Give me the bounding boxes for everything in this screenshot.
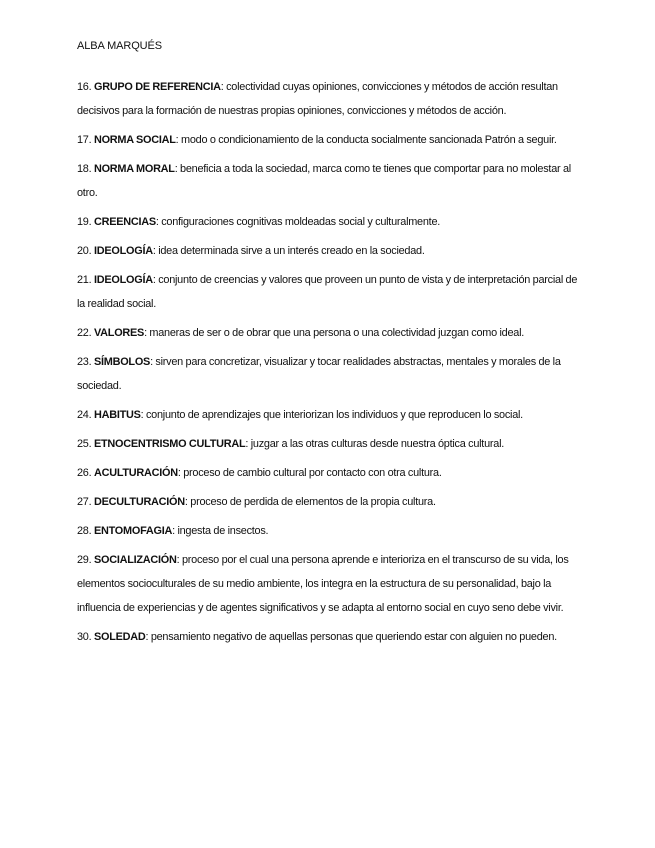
entry-number: 24. [77, 409, 92, 421]
entry-term: ACULTURACIÓN [93, 467, 178, 479]
glossary-entry [77, 239, 585, 263]
entry-definition: : beneficia a toda la sociedad, marca como te tienes que comportar para no molestar al otro. [77, 163, 571, 199]
entry-number: 23. [77, 356, 92, 368]
glossary-list [77, 75, 585, 649]
entry-definition: : maneras de ser o de obrar que una persona o una colectividad juzgan como ideal. [144, 327, 525, 339]
entry-term: NORMA SOCIAL [93, 134, 176, 146]
glossary-entry [77, 128, 585, 152]
entry-definition: : modo o condicionamiento de la conducta socialmente sancionada Patrón a seguir. [175, 134, 557, 146]
entry-number: 16. [77, 81, 92, 93]
entry-definition: : ingesta de insectos. [172, 525, 269, 537]
glossary-entry [77, 157, 585, 205]
glossary-entry [77, 403, 585, 427]
glossary-entry [77, 350, 585, 398]
entry-number: 20. [77, 245, 92, 257]
glossary-entry [77, 625, 585, 649]
entry-number: 22. [77, 327, 92, 339]
entry-definition: : conjunto de aprendizajes que interiorizan los individuos y que reproducen lo social. [140, 409, 523, 421]
entry-definition: : proceso de cambio cultural por contacto con otra cultura. [177, 467, 442, 479]
entry-definition: : idea determinada sirve a un interés creado en la sociedad. [152, 245, 425, 257]
entry-term: IDEOLOGÍA [93, 274, 153, 286]
entry-term: ENTOMOFAGIA [93, 525, 173, 537]
glossary-entry [77, 490, 585, 514]
entry-number: 17. [77, 134, 92, 146]
entry-definition: : colectividad cuyas opiniones, convicciones y métodos de acción resultan decisivos para la formación de nuestras propias opiniones, convicciones y métodos de acción. [77, 81, 558, 117]
entry-number: 30. [77, 631, 92, 643]
glossary-entry [77, 268, 585, 316]
glossary-entry [77, 461, 585, 485]
entry-number: 29. [77, 554, 92, 566]
glossary-entry [77, 519, 585, 543]
entry-number: 27. [77, 496, 92, 508]
entry-definition: : juzgar a las otras culturas desde nuestra óptica cultural. [245, 438, 505, 450]
entry-number: 28. [77, 525, 92, 537]
entry-definition: : proceso por el cual una persona aprende e interioriza en el transcurso de su vida, los elementos socioculturales de su medio ambiente, los integra en la estructura de su personalidad, bajo la influencia de experiencias y de agentes significativos y se adapta al entorno social en cuyo seno debe vivir. [77, 554, 569, 614]
entry-definition: : proceso de perdida de elementos de la propia cultura. [184, 496, 436, 508]
entry-term: CREENCIAS [93, 216, 156, 228]
entry-number: 26. [77, 467, 92, 479]
glossary-entry [77, 210, 585, 234]
entry-term: SOLEDAD [93, 631, 146, 643]
glossary-entry [77, 432, 585, 456]
entry-definition: : pensamiento negativo de aquellas personas que queriendo estar con alguien no pueden. [145, 631, 557, 643]
entry-number: 18. [77, 163, 92, 175]
entry-number: 25. [77, 438, 92, 450]
entry-term: GRUPO DE REFERENCIA [93, 81, 221, 93]
entry-term: IDEOLOGÍA [93, 245, 153, 257]
entry-term: NORMA MORAL [93, 163, 175, 175]
entry-definition: : conjunto de creencias y valores que proveen un punto de vista y de interpretación parcial de la realidad social. [77, 274, 578, 310]
entry-term: ETNOCENTRISMO CULTURAL [93, 438, 246, 450]
author-header: ALBA MARQUÉS [77, 40, 162, 52]
entry-number: 19. [77, 216, 92, 228]
entry-term: VALORES [93, 327, 145, 339]
entry-term: SOCIALIZACIÓN [93, 554, 177, 566]
entry-number: 21. [77, 274, 92, 286]
entry-term: SÍMBOLOS [93, 356, 151, 368]
entry-definition: : configuraciones cognitivas moldeadas social y culturalmente. [155, 216, 441, 228]
glossary-entry [77, 75, 585, 123]
glossary-entry [77, 548, 585, 620]
entry-definition: : sirven para concretizar, visualizar y tocar realidades abstractas, mentales y morales de la sociedad. [77, 356, 561, 392]
glossary-entry [77, 321, 585, 345]
entry-term: DECULTURACIÓN [93, 496, 185, 508]
entry-term: HABITUS [93, 409, 141, 421]
